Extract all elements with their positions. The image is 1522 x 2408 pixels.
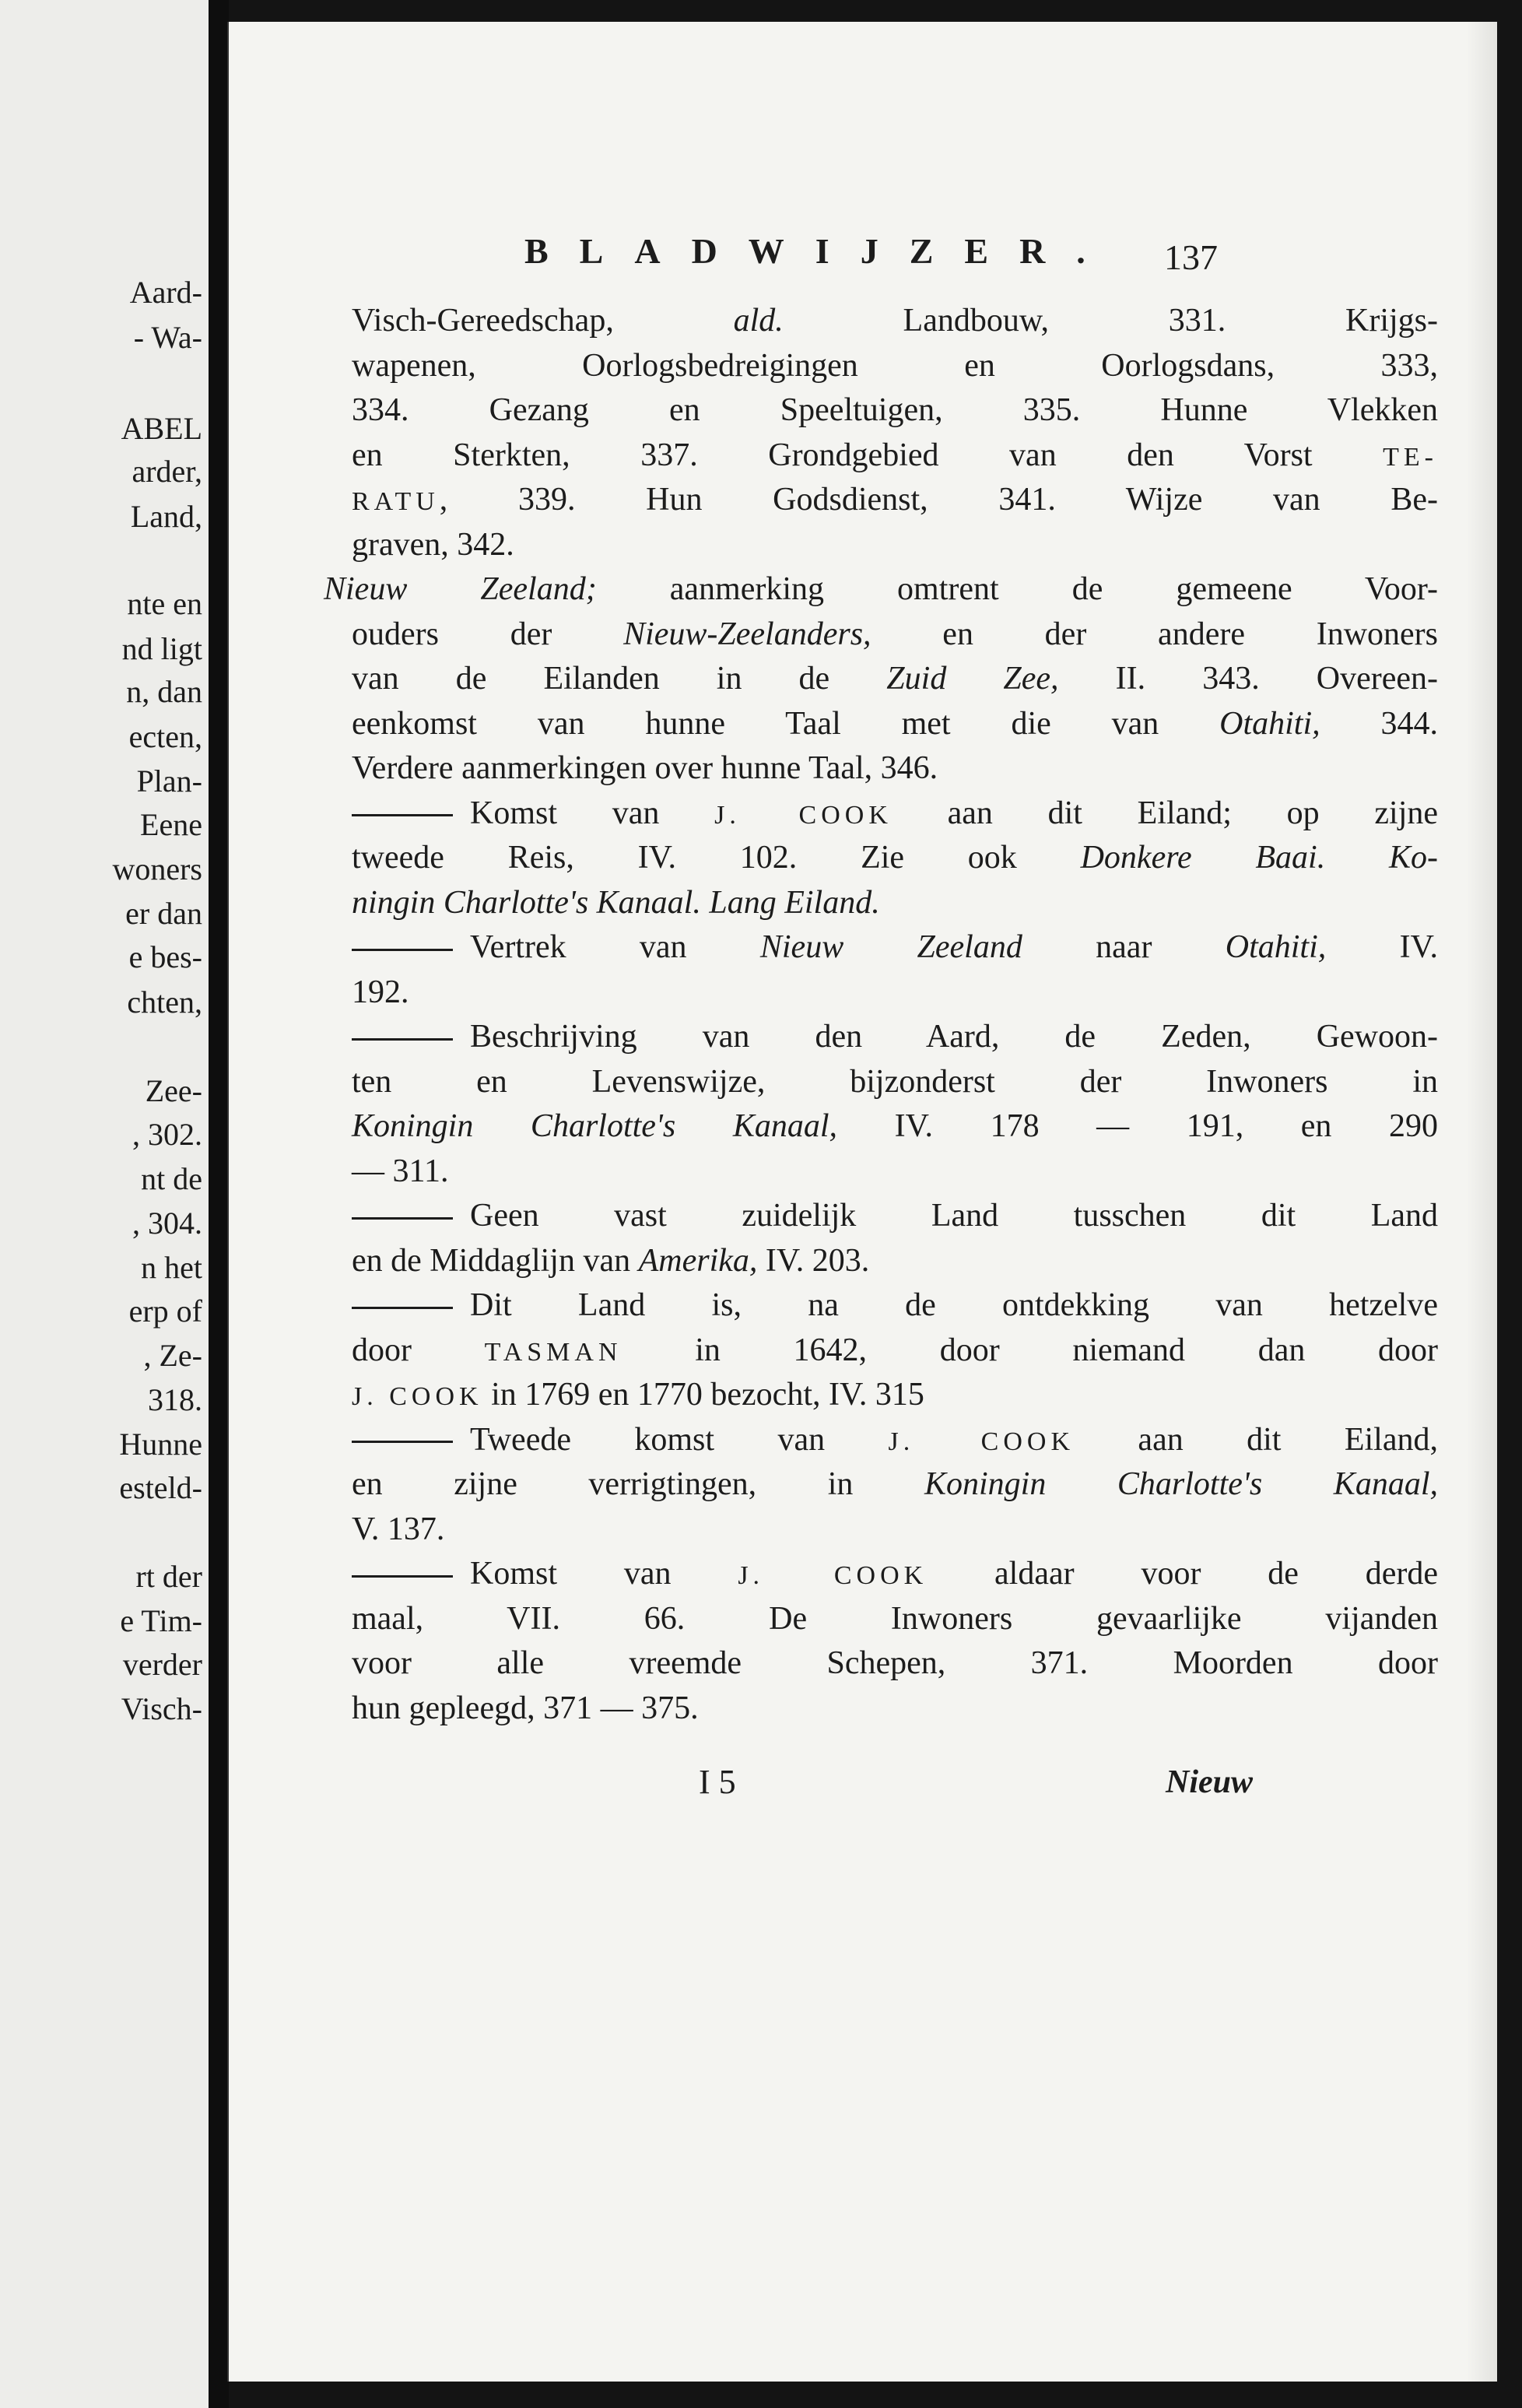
left-page-line: Eene (140, 807, 202, 842)
left-page-line: esteld- (119, 1470, 202, 1505)
left-page-line: nte en (127, 586, 202, 621)
left-page-line: erp of (128, 1294, 202, 1329)
left-page-line: , 304. (132, 1206, 202, 1241)
index-line (352, 1060, 1438, 1105)
entry-italic-text: Koningin Charlotte's Kanaal, (352, 1108, 838, 1144)
entry-text: graven, 342. (352, 526, 514, 563)
index-line (352, 702, 1438, 747)
index-line (352, 1373, 1438, 1418)
left-page-line: , Ze- (143, 1338, 202, 1373)
index-subentry-line (352, 1283, 1438, 1329)
index-line (352, 746, 1438, 792)
entry-italic-text: Nieuw Zeeland (759, 929, 1022, 965)
left-page-line: , 302. (132, 1117, 202, 1152)
index-line (352, 299, 1438, 344)
entry-text: in 1769 en 1770 bezocht, IV. 315 (482, 1377, 924, 1413)
index-entries (324, 299, 1439, 1731)
entry-text: en de Middaglijn van (352, 1242, 639, 1279)
entry-smallcaps-name: J. COOK (888, 1427, 1075, 1456)
entry-text: 344. (1320, 705, 1438, 742)
left-page-line: chten, (127, 985, 202, 1020)
entry-text: en zijne verrigtingen, in (352, 1466, 924, 1502)
entry-text: naar (1022, 929, 1226, 965)
left-page-line: Plan- (136, 763, 202, 799)
ditto-dash (352, 1575, 453, 1578)
entry-text: ten en Levenswijze, bijzonderst der Inwoners in (352, 1063, 1438, 1100)
entry-text: tweede Reis, IV. 102. Zie ook (352, 840, 1081, 876)
left-page-line: ABEL (121, 411, 202, 446)
page-edge-shadow (1466, 22, 1497, 2382)
signature-mark: I 5 (699, 1763, 736, 1801)
left-page-line: Visch- (121, 1691, 202, 1726)
entry-text: Landbouw, 331. Krijgs- (783, 303, 1438, 339)
entry-text: IV. 203. (757, 1242, 870, 1279)
left-page-fragment (0, 0, 210, 2408)
entry-text: Beschrijving van den Aard, de Zeden, Gewoon- (470, 1019, 1438, 1055)
entry-italic-text: Otahiti, (1225, 929, 1327, 965)
entry-text: en der andere Inwoners (871, 616, 1438, 652)
index-subentry-line (352, 925, 1438, 971)
entry-text: ouders der (352, 616, 624, 652)
catchword: Nieuw (1165, 1764, 1253, 1800)
index-line (352, 657, 1438, 702)
entry-italic-text: Donkere Baai. Ko- (1080, 840, 1438, 876)
left-page-line: rt der (135, 1559, 202, 1594)
entry-text: Komst van (470, 795, 715, 831)
left-page-line: Zee- (145, 1073, 202, 1108)
entry-smallcaps-name: TE- (1383, 442, 1438, 472)
left-page-line: arder, (132, 454, 202, 489)
left-page-line: er dan (125, 896, 202, 931)
entry-text: 334. Gezang en Speeltuigen, 335. Hunne Vlekken (352, 392, 1438, 428)
index-subentry-line (352, 1015, 1438, 1060)
entry-italic-text: Otahiti, (1219, 705, 1320, 742)
index-line (352, 1597, 1438, 1642)
entry-text: — 311. (352, 1153, 449, 1189)
left-page-line: n het (141, 1250, 202, 1285)
entry-text: aan dit Eiland, (1075, 1421, 1438, 1458)
entry-text: , 339. Hun Godsdienst, 341. Wijze van Be- (439, 482, 1438, 518)
entry-text: Visch-Gereedschap, (352, 303, 734, 339)
index-line (324, 567, 1438, 613)
left-page-line: n, dan (126, 674, 202, 709)
left-page-line: nt de (141, 1161, 202, 1196)
left-page-line: Hunne (119, 1427, 202, 1462)
entry-text: Tweede komst van (470, 1421, 889, 1458)
entry-text: 192. (352, 974, 409, 1010)
index-line (352, 1687, 1438, 1732)
entry-italic-text: ningin Charlotte's Kanaal. Lang Eiland. (352, 884, 880, 921)
left-page-line: - Wa- (133, 320, 202, 355)
index-line (352, 1462, 1438, 1508)
page-number: 137 (1164, 237, 1218, 277)
left-page-line: ecten, (128, 719, 202, 754)
right-page (227, 22, 1497, 2382)
index-subentry-line (352, 792, 1438, 837)
index-subentry-line (352, 1194, 1438, 1239)
entry-italic-text: Zuid Zee, (886, 661, 1059, 697)
entry-text: aldaar voor de derde (928, 1556, 1438, 1592)
index-line (352, 1239, 1438, 1284)
ditto-dash (352, 1441, 453, 1443)
index-line (352, 613, 1438, 658)
left-page-line: e bes- (128, 939, 202, 974)
ditto-dash (352, 814, 453, 816)
left-page-line: verder (122, 1647, 202, 1682)
entry-text: aanmerking omtrent de gemeene Voor- (596, 571, 1438, 607)
entry-text: II. 343. Overeen- (1058, 661, 1439, 697)
entry-smallcaps-name: RATU (352, 487, 440, 516)
left-page-line: e Tim- (120, 1603, 202, 1638)
entry-text: Vertrek van (470, 929, 760, 965)
entry-italic-text: Nieuw Zeeland; (324, 571, 597, 607)
entry-italic-text: Koningin Charlotte's Kanaal, (924, 1466, 1438, 1502)
entry-smallcaps-name: J. COOK (352, 1382, 483, 1411)
left-page-line: Land, (130, 499, 202, 534)
entry-text: aan dit Eiland; op zijne (892, 795, 1439, 831)
index-line (352, 523, 1438, 568)
index-line (352, 1508, 1438, 1553)
ditto-dash (352, 1307, 453, 1309)
ditto-dash (352, 1217, 453, 1220)
index-line (352, 388, 1438, 434)
entry-text: en Sterkten, 337. Grondgebied van den Vorst (352, 437, 1383, 473)
entry-text: door (352, 1332, 485, 1368)
running-header: BLADWIJZER. (524, 231, 1117, 271)
index-line (352, 344, 1438, 389)
entry-smallcaps-name: J. COOK (714, 800, 893, 830)
ditto-dash (352, 1038, 453, 1041)
entry-text: hun gepleegd, 371 — 375. (352, 1690, 699, 1726)
index-line (352, 881, 1438, 926)
entry-text: voor alle vreemde Schepen, 371. Moorden door (352, 1645, 1438, 1681)
left-page-line: 318. (148, 1382, 202, 1417)
entry-text: Verdere aanmerkingen over hunne Taal, 346. (352, 750, 938, 786)
index-line (352, 434, 1438, 479)
index-line (352, 478, 1438, 523)
entry-text: IV. (1326, 929, 1438, 965)
index-line (352, 971, 1438, 1016)
entry-italic-text: Amerika, (638, 1242, 758, 1279)
ditto-dash (352, 949, 453, 951)
index-line (352, 1641, 1438, 1687)
entry-smallcaps-name: TASMAN (484, 1337, 622, 1367)
left-page-line: nd ligt (121, 631, 202, 666)
index-subentry-line (352, 1552, 1438, 1597)
index-line (352, 1150, 1438, 1195)
index-line (352, 836, 1438, 881)
entry-text: in 1642, door niemand dan door (622, 1332, 1438, 1368)
entry-italic-text: Nieuw-Zeelanders, (623, 616, 871, 652)
index-line (352, 1104, 1438, 1150)
entry-text: Komst van (470, 1556, 738, 1592)
entry-text: IV. 178 — 191, en 290 (837, 1108, 1438, 1144)
left-page-line: Aard- (129, 275, 202, 310)
entry-text: van de Eilanden in de (352, 661, 887, 697)
entry-text: eenkomst van hunne Taal met die van (352, 705, 1220, 742)
entry-text: maal, VII. 66. De Inwoners gevaarlijke vijanden (352, 1600, 1438, 1637)
index-line (352, 1329, 1438, 1374)
entry-text: Geen vast zuidelijk Land tusschen dit Land (470, 1198, 1438, 1234)
left-page-line: woners (112, 851, 202, 886)
entry-italic-text: ald. (733, 303, 784, 339)
entry-text: V. 137. (352, 1511, 445, 1547)
book-gutter (209, 0, 229, 2408)
index-subentry-line (352, 1418, 1438, 1463)
entry-text: wapenen, Oorlogsbedreigingen en Oorlogsdans, 333, (352, 347, 1438, 384)
entry-text: Dit Land is, na de ontdekking van hetzelve (470, 1287, 1438, 1323)
entry-smallcaps-name: J. COOK (738, 1561, 928, 1590)
